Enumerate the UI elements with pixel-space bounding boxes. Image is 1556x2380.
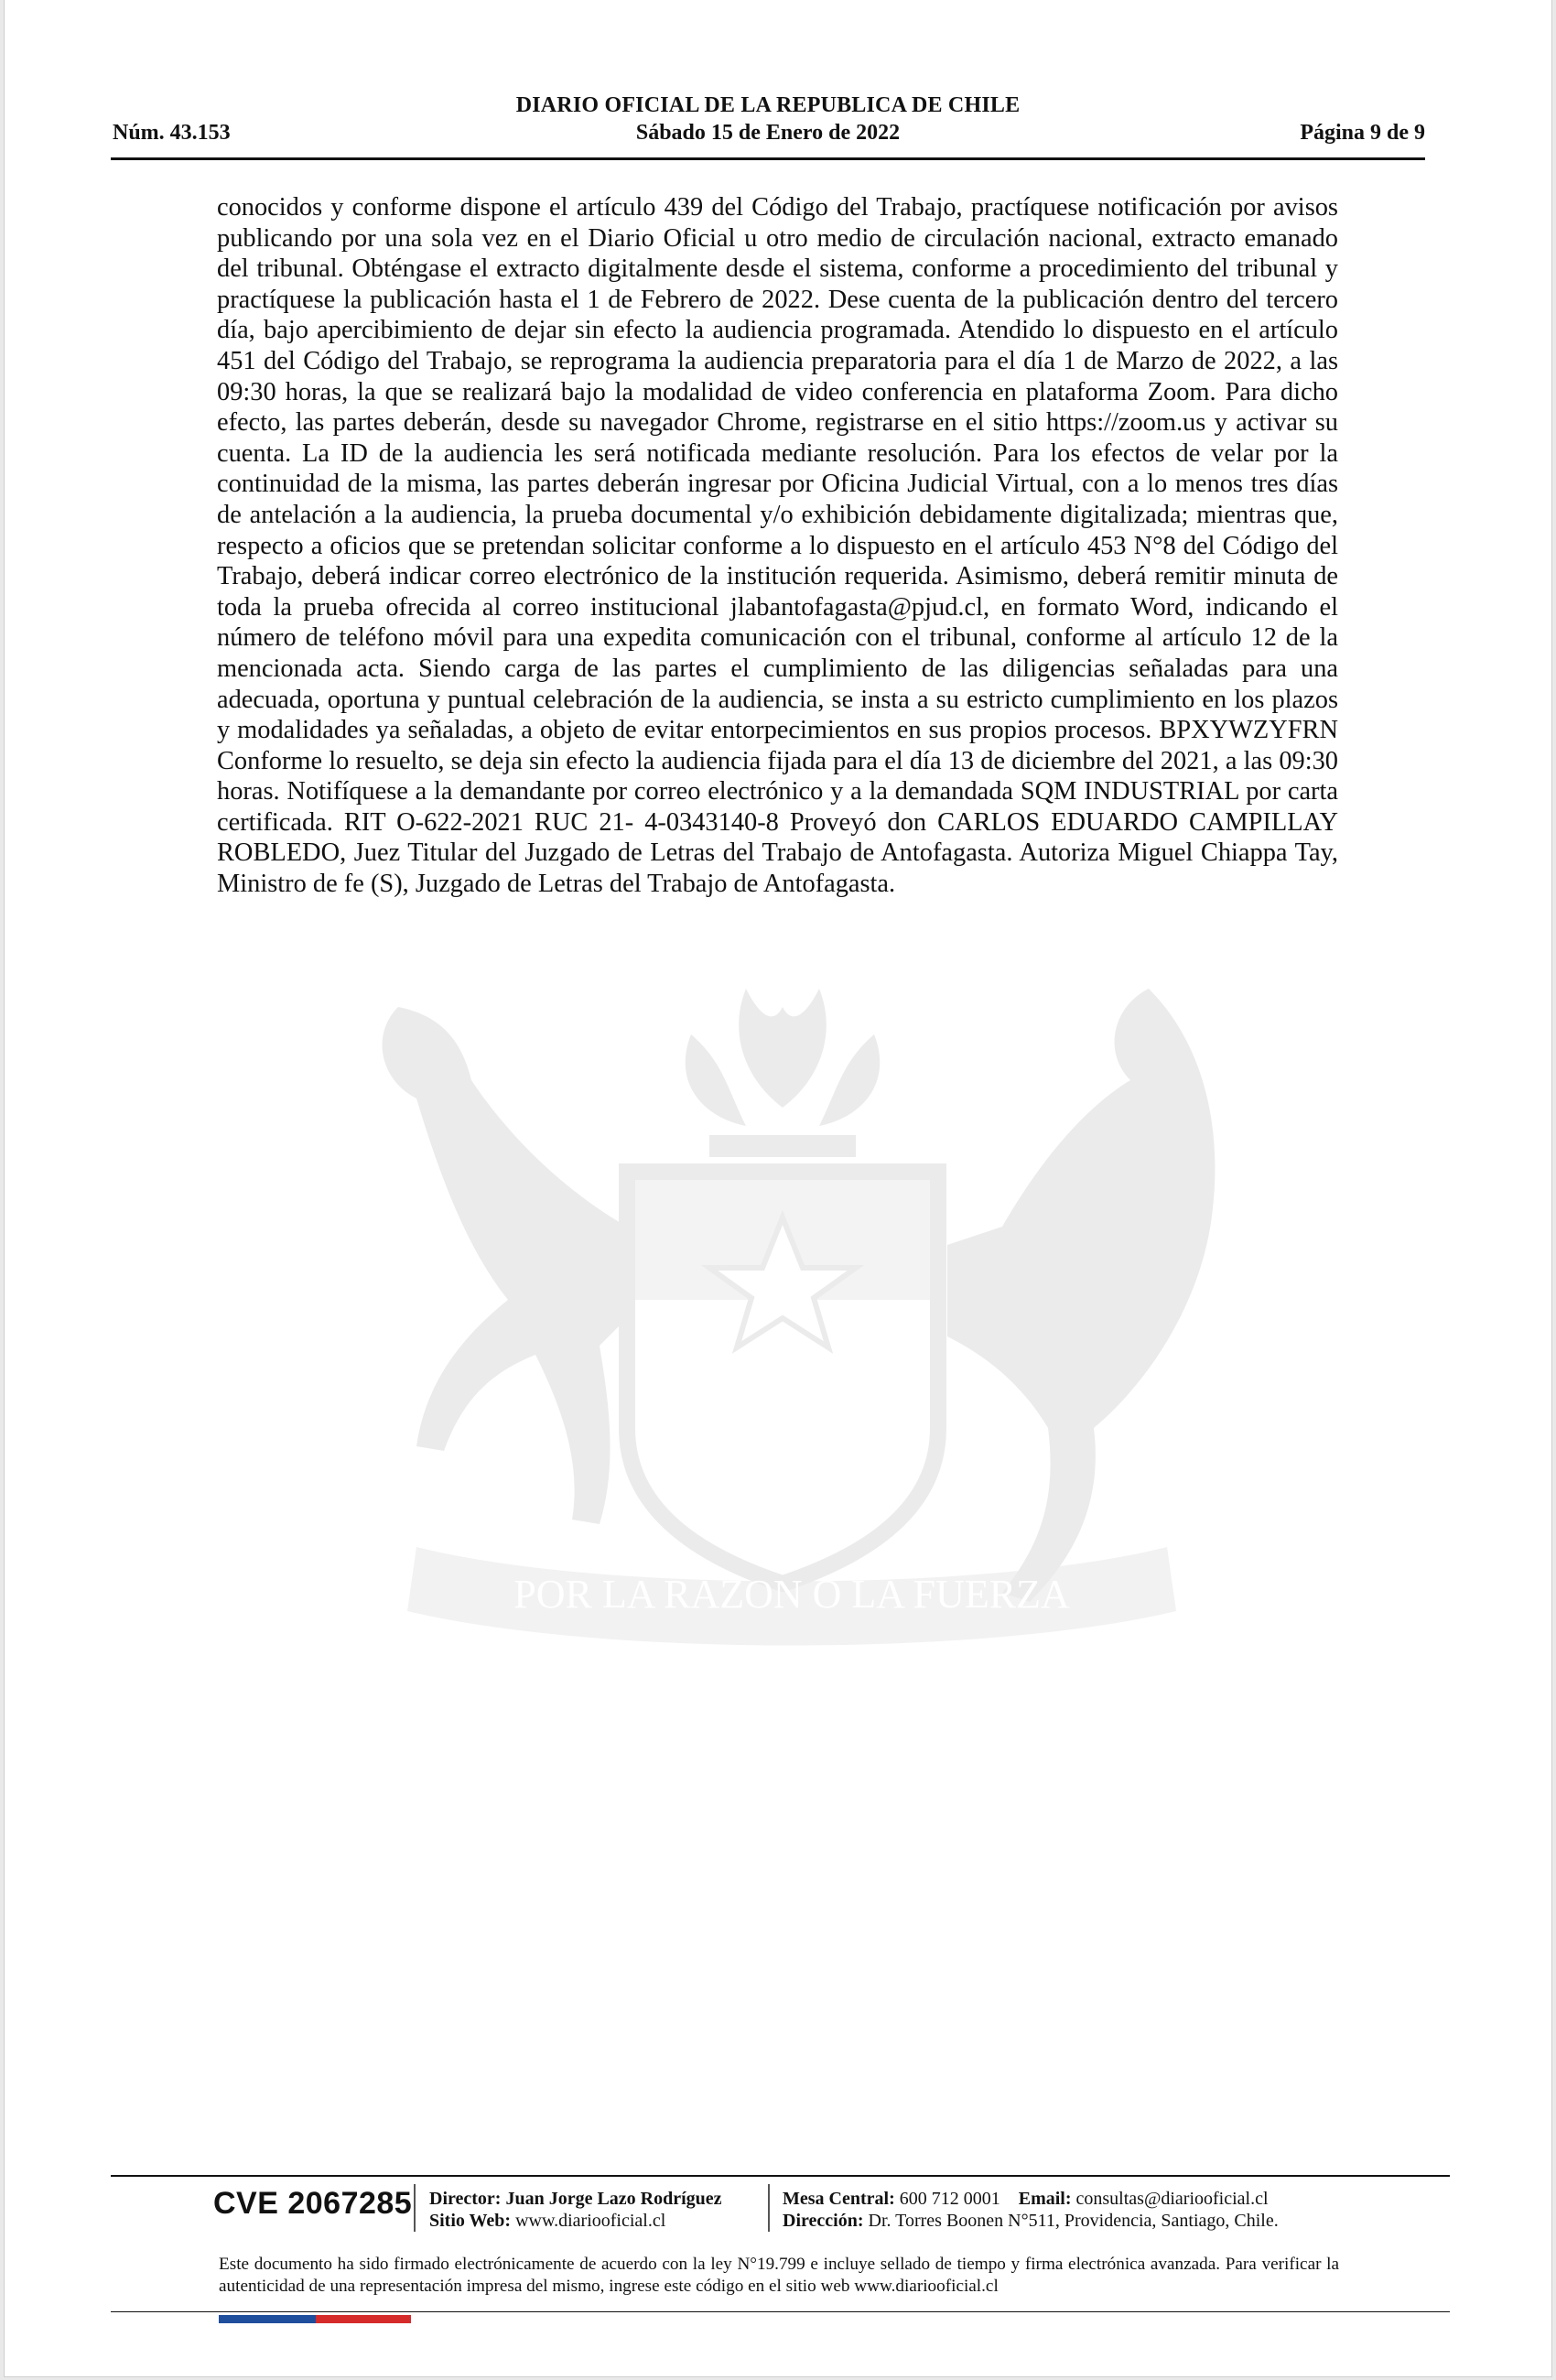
issue-date: Sábado 15 de Enero de 2022	[635, 121, 901, 145]
footer-divider-top	[111, 2175, 1450, 2177]
cve-code: CVE 2067285	[213, 2186, 413, 2221]
coat-of-arms-watermark-icon	[233, 952, 1350, 1666]
address-label: Dirección:	[783, 2211, 864, 2231]
footer-director-block	[429, 2188, 722, 2232]
chile-flag-stripe	[219, 2315, 411, 2323]
director-name: Juan Jorge Lazo Rodríguez	[505, 2189, 722, 2209]
footer-contact-block	[783, 2188, 1279, 2232]
issue-number: Núm. 43.153	[113, 121, 231, 145]
website-label: Sitio Web:	[429, 2211, 512, 2231]
document-page	[4, 0, 1552, 2377]
footer-divider-bottom	[111, 2311, 1450, 2312]
flag-red-segment	[316, 2315, 411, 2323]
motto-text: POR LA RAZON O LA FUERZA	[513, 1572, 1070, 1617]
phone-label: Mesa Central:	[783, 2189, 895, 2209]
director-label: Director:	[429, 2189, 502, 2209]
notice-body-text: conocidos y conforme dispone el artículo 439 del Código del Trabajo, practíquese notificación por avisos publicando por una sola vez en el Diario Oficial u otro medio de circulación nacional, extracto emanado del tribunal. Obténgase el extracto digitalmente desde el sistema, conforme a procedimiento del tribunal y practíquese la publicación hasta el 1 de Febrero de 2022. Dese cuenta de la publicación dentro del tercero día, bajo apercibimiento de dejar sin efecto la audiencia programada. Atendido lo dispuesto en el artículo 451 del Código del Trabajo, se reprograma la audiencia preparatoria para el día 1 de Marzo de 2022, a las 09:30 horas, la que se realizará bajo la modalidad de video conferencia en plataforma Zoom. Para dicho efecto, las partes deberán, desde su navegador Chrome, registrarse en el sitio https://zoom.us y activar su cuenta. La ID de la audiencia les será notificada mediante resolución. Para los efectos de velar por la continuidad de la misma, las partes deberán ingresar por Oficina Judicial Virtual, con a lo menos tres días de antelación a la audiencia, la prueba documental y/o exhibición debidamente digitalizada; mientras que, respecto a oficios que se pretendan solicitar conforme a lo dispuesto en el artículo 453 N°8 del Código del Trabajo, deberá indicar correo electrónico de la institución requerida. Asimismo, deberá remitir minuta de toda la prueba ofrecida al correo institucional jlabantofagasta@pjud.cl, en formato Word, indicando el número de teléfono móvil para una expedita comunicación con el tribunal, conforme al artículo 12 de la mencionada acta. Siendo carga de las partes el cumplimiento de las diligencias señaladas para una adecuada, oportuna y puntual celebración de la audiencia, se insta a su estricto cumplimiento en los plazos y modalidades ya señaladas, a objeto de evitar entorpecimientos en sus propios procesos. BPXYWZYFRN Conforme lo resuelto, se deja sin efecto la audiencia fijada para el día 13 de diciembre del 2021, a las 09:30 horas. Notifíquese a la demandante por correo electrónico y a la demandada SQM INDUSTRIAL por carta certificada. RIT O-622-2021 RUC 21- 4-0343140-8 Proveyó don CARLOS EDUARDO CAMPILLAY ROBLEDO, Juez Titular del Juzgado de Letras del Trabajo de Antofagasta. Autoriza Miguel Chiappa Tay, Ministro de fe (S), Juzgado de Letras del Trabajo de Antofagasta.	[217, 193, 1338, 899]
page-header	[111, 92, 1425, 160]
footer-separator	[414, 2184, 416, 2232]
electronic-signature-note: Este documento ha sido firmado electrónicamente de acuerdo con la ley N°19.799 e incluye sellado de tiempo y firma electrónica avanzada. Para verificar la autenticidad de una representación impresa del mismo, ingrese este código en el sitio web www.diariooficial.cl	[219, 2255, 1339, 2296]
flag-blue-segment	[219, 2315, 316, 2323]
email-link[interactable]: consultas@diariooficial.cl	[1075, 2189, 1269, 2209]
phone-number: 600 712 0001	[899, 2189, 1000, 2209]
publication-title: DIARIO OFICIAL DE LA REPUBLICA DE CHILE	[515, 93, 1021, 117]
footer-separator	[768, 2184, 770, 2232]
website-link[interactable]: www.diariooficial.cl	[515, 2211, 666, 2231]
page-number: Página 9 de 9	[1300, 121, 1425, 145]
email-label: Email:	[1018, 2189, 1072, 2209]
address-value: Dr. Torres Boonen N°511, Providencia, Santiago, Chile.	[868, 2211, 1279, 2231]
